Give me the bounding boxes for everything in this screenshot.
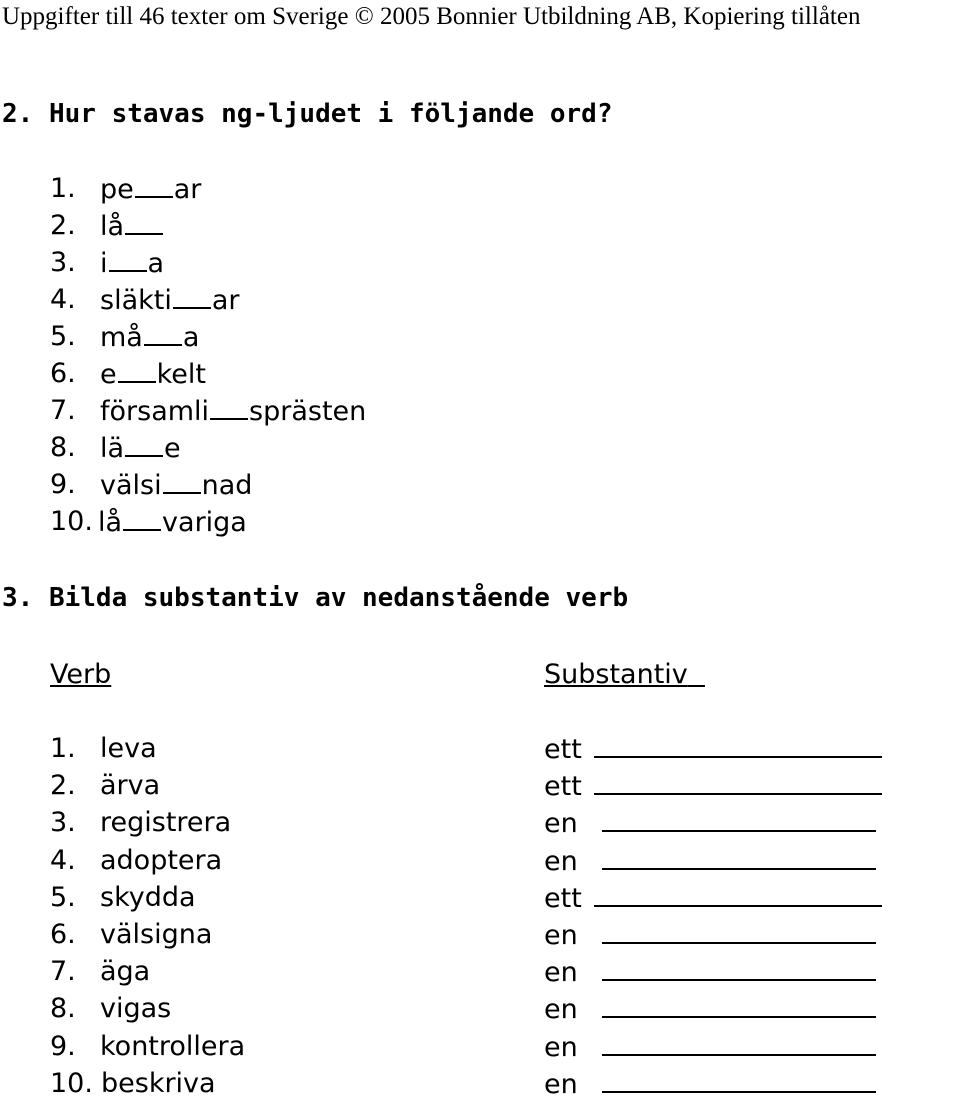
item-text	[100, 281, 240, 319]
noun-answer	[544, 879, 904, 916]
verb-text: ärva	[100, 770, 161, 802]
item-text	[100, 318, 199, 356]
row-number: 7.	[50, 956, 76, 988]
answer-blank[interactable]	[163, 466, 201, 494]
row-number: 5.	[50, 881, 76, 913]
verb-text: kontrollera	[100, 1030, 246, 1062]
article-text: en	[544, 994, 578, 1026]
list-item	[50, 355, 470, 392]
article-text: en	[544, 1068, 578, 1100]
answer-blank[interactable]	[123, 503, 161, 531]
noun-answer	[544, 1065, 904, 1102]
item-text	[100, 429, 181, 467]
word-start: lå	[98, 507, 123, 538]
item-text	[100, 170, 201, 208]
item-text	[100, 244, 164, 282]
word-start: må	[100, 322, 143, 353]
article-text: ett	[544, 882, 582, 914]
noun-answer	[544, 804, 904, 841]
item-text	[98, 503, 247, 541]
noun-answer	[544, 767, 904, 804]
list-item	[50, 503, 470, 540]
article-text: en	[544, 920, 578, 951]
verb-text: skydda	[100, 881, 196, 913]
table-row	[50, 916, 490, 953]
row-number: 9.	[50, 1030, 76, 1062]
article-text: ett	[544, 734, 582, 765]
verb-text: leva	[100, 733, 157, 764]
section-3-title: 3. Bilda substantiv av nedanstående verb	[2, 583, 629, 613]
article-text: en	[544, 1031, 578, 1063]
row-number: 6.	[50, 919, 76, 950]
row-number: 3.	[50, 807, 76, 839]
answer-line[interactable]	[602, 842, 876, 870]
list-item	[50, 392, 470, 429]
answer-line[interactable]	[594, 879, 882, 907]
page-header: Uppgifter till 46 texter om Sverige © 2005 Bonnier Utbildning AB, Kopiering tillåten	[2, 3, 861, 30]
item-number: 3.	[50, 247, 76, 278]
word-start: lå	[100, 211, 125, 242]
word-start: i	[100, 248, 108, 279]
answer-line[interactable]	[602, 804, 876, 832]
answer-blank[interactable]	[109, 244, 147, 272]
answer-line[interactable]	[602, 953, 876, 981]
verb-text: vigas	[100, 993, 172, 1025]
table-row	[50, 1028, 490, 1065]
item-number: 8.	[50, 432, 76, 463]
noun-answer	[544, 953, 904, 990]
noun-answer	[544, 916, 904, 953]
noun-answer	[544, 990, 904, 1027]
list-item	[50, 429, 470, 466]
answer-blank[interactable]	[173, 281, 211, 309]
item-number: 7.	[50, 395, 76, 426]
word-end: kelt	[156, 359, 206, 390]
verb-column-header: Verb	[50, 659, 112, 690]
noun-answer	[544, 842, 904, 879]
verb-text: registrera	[100, 807, 232, 839]
answer-line[interactable]	[602, 916, 876, 944]
answer-blank[interactable]	[144, 318, 182, 346]
noun-answer	[544, 730, 904, 767]
word-end: sprästen	[249, 396, 367, 427]
verb-text: beskriva	[101, 1067, 216, 1099]
verb-text: adoptera	[100, 844, 223, 876]
word-start: välsi	[100, 470, 162, 501]
row-number: 2.	[50, 770, 76, 802]
word-start: lä	[100, 433, 125, 464]
row-number: 4.	[50, 844, 76, 876]
item-text	[100, 355, 206, 393]
word-end: ar	[173, 174, 202, 205]
word-start: församli	[100, 396, 210, 427]
noun-answer	[544, 1028, 904, 1065]
word-end: ar	[211, 285, 240, 316]
verb-text: välsigna	[100, 919, 213, 950]
noun-column-header: Substantiv	[544, 659, 688, 690]
row-number: 8.	[50, 993, 76, 1025]
word-start: e	[100, 359, 117, 390]
list-item	[50, 466, 470, 503]
list-item	[50, 170, 470, 207]
answer-line[interactable]	[602, 1065, 876, 1093]
item-number: 9.	[50, 469, 76, 500]
table-row	[50, 842, 490, 879]
table-row	[50, 1065, 490, 1102]
word-end: e	[164, 433, 181, 464]
table-row	[50, 953, 490, 990]
table-row	[50, 990, 490, 1027]
list-item	[50, 244, 470, 281]
article-text: en	[544, 957, 578, 989]
list-item	[50, 207, 470, 244]
word-end: a	[147, 248, 165, 279]
verb-text: äga	[100, 956, 151, 988]
article-text: en	[544, 845, 578, 877]
table-row	[50, 879, 490, 916]
list-item	[50, 318, 470, 355]
item-text	[100, 466, 252, 504]
item-text	[100, 207, 164, 245]
table-row	[50, 804, 490, 841]
answer-line[interactable]	[602, 990, 876, 1018]
row-number: 1.	[50, 733, 76, 764]
answer-blank[interactable]	[135, 170, 173, 198]
answer-line[interactable]	[594, 730, 882, 758]
section-2-title: 2. Hur stavas ng-ljudet i följande ord?	[2, 99, 613, 129]
answer-line[interactable]	[594, 767, 882, 795]
item-number: 6.	[50, 358, 76, 389]
table-row	[50, 767, 490, 804]
answer-blank[interactable]	[125, 429, 163, 457]
table-row	[50, 730, 490, 767]
row-number: 10.	[50, 1067, 93, 1099]
answer-blank[interactable]	[118, 355, 156, 383]
answer-blank[interactable]	[125, 207, 163, 235]
item-number: 2.	[50, 210, 76, 241]
answer-line[interactable]	[602, 1028, 876, 1056]
word-end: a	[182, 322, 200, 353]
article-text: en	[544, 808, 578, 840]
word-end: nad	[201, 470, 253, 501]
word-end: variga	[162, 507, 247, 538]
list-item	[50, 281, 470, 318]
word-start: släkti	[100, 285, 172, 316]
item-number: 4.	[50, 284, 76, 315]
article-text: ett	[544, 771, 582, 803]
answer-blank[interactable]	[210, 392, 248, 420]
item-number: 10.	[50, 506, 93, 537]
word-start: pe	[100, 174, 134, 205]
item-number: 5.	[50, 321, 76, 352]
item-number: 1.	[50, 173, 76, 204]
item-text	[100, 392, 366, 430]
